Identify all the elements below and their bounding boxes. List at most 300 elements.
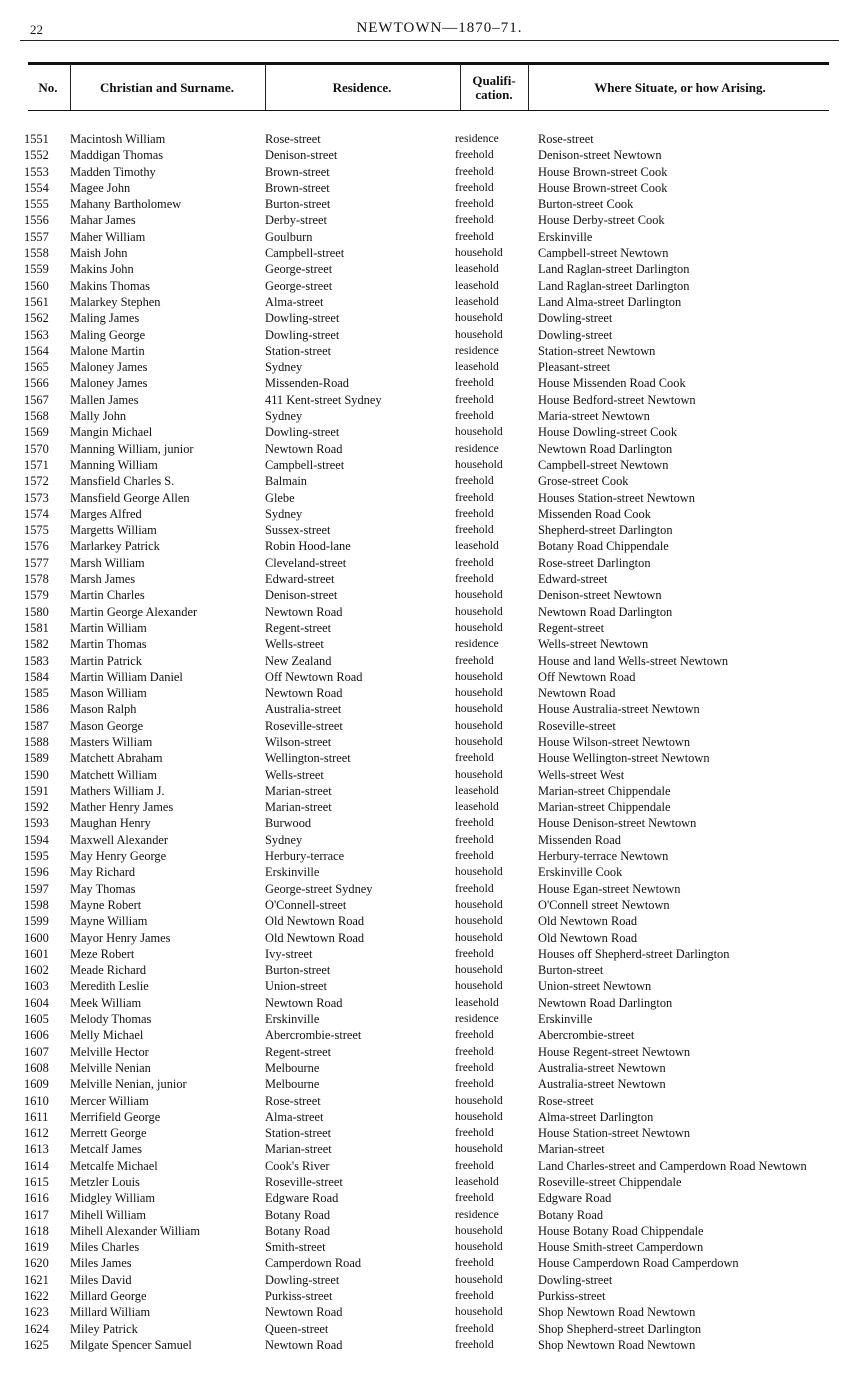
row-number: 1552 — [24, 148, 49, 163]
residence-cell: Newtown Road — [265, 686, 343, 701]
elector-name: Matchett William — [70, 767, 158, 782]
table-row — [0, 587, 859, 603]
row-number: 1603 — [24, 979, 49, 994]
where-situate-cell: Dowling-street — [538, 1272, 613, 1287]
where-situate-cell: Edward-street — [538, 572, 608, 587]
where-situate-cell: House Regent-street Newtown — [538, 1044, 691, 1059]
row-number: 1579 — [24, 588, 49, 603]
residence-cell: Brown-street — [265, 180, 330, 195]
qualification-cell: freehold — [455, 148, 494, 162]
table-row — [0, 995, 859, 1011]
row-number: 1571 — [24, 457, 49, 472]
where-situate-cell: Alma-street Darlington — [538, 1109, 654, 1124]
where-situate-cell: Union-street Newtown — [538, 979, 652, 994]
elector-name: Martin William — [70, 620, 147, 635]
qualification-cell: freehold — [455, 1289, 494, 1303]
elector-name: Mihell Alexander William — [70, 1223, 201, 1238]
row-number: 1621 — [24, 1272, 49, 1287]
row-number: 1567 — [24, 392, 49, 407]
table-row — [0, 718, 859, 734]
residence-cell: Robin Hood-lane — [265, 539, 351, 554]
residence-cell: Purkiss-street — [265, 1289, 333, 1304]
elector-name: Mansfield George Allen — [70, 490, 190, 505]
elector-name: Manning William, junior — [70, 441, 194, 456]
elector-name: May Thomas — [70, 881, 136, 896]
residence-cell: Alma-street — [265, 1109, 324, 1124]
table-row — [0, 473, 859, 489]
where-situate-cell: Shop Shepherd-street Darlington — [538, 1321, 702, 1336]
row-number: 1556 — [24, 213, 49, 228]
elector-name: May Henry George — [70, 849, 167, 864]
where-situate-cell: House Camperdown Road Camperdown — [538, 1256, 739, 1271]
table-row — [0, 1125, 859, 1141]
elector-name: Midgley William — [70, 1191, 155, 1206]
where-situate-cell: Roseville-street — [538, 718, 616, 733]
residence-cell: Goulburn — [265, 229, 313, 244]
elector-name: Mahar James — [70, 213, 136, 228]
elector-name: Mason Ralph — [70, 702, 137, 717]
row-number: 1558 — [24, 246, 49, 261]
qualification-cell: household — [455, 311, 503, 325]
row-number: 1596 — [24, 865, 49, 880]
table-row — [0, 180, 859, 196]
where-situate-cell: Missenden Road — [538, 832, 621, 847]
where-situate-cell: Dowling-street — [538, 327, 613, 342]
residence-cell: Roseville-street — [265, 718, 343, 733]
elector-name: Maher William — [70, 229, 146, 244]
qualification-cell: freehold — [455, 490, 494, 504]
table-row — [0, 164, 859, 180]
row-number: 1551 — [24, 132, 49, 146]
row-number: 1590 — [24, 767, 49, 782]
elector-name: Mally John — [70, 409, 127, 424]
elector-name: Maling George — [70, 327, 146, 342]
elector-name: Marges Alfred — [70, 506, 142, 521]
table-row — [0, 1093, 859, 1109]
elector-list — [0, 131, 859, 1353]
table-row — [0, 408, 859, 424]
row-number: 1580 — [24, 604, 49, 619]
table-row — [0, 1174, 859, 1190]
row-number: 1616 — [24, 1191, 49, 1206]
where-situate-cell: Marian-street — [538, 1142, 605, 1157]
qualification-cell: leasehold — [455, 278, 499, 292]
elector-name: Melville Hector — [70, 1044, 149, 1059]
row-number: 1586 — [24, 702, 49, 717]
row-number: 1566 — [24, 376, 49, 391]
residence-cell: Cleveland-street — [265, 555, 347, 570]
table-row — [0, 881, 859, 897]
qualification-cell: freehold — [455, 474, 494, 488]
page-number: 22 — [30, 22, 43, 37]
table-row — [0, 701, 859, 717]
table-row — [0, 1223, 859, 1239]
residence-cell: Sydney — [265, 506, 303, 521]
col-header-where: Where Situate, or how Arising. — [594, 80, 766, 95]
row-number: 1585 — [24, 686, 49, 701]
qualification-cell: household — [455, 1272, 503, 1286]
where-situate-cell: Edgware Road — [538, 1191, 612, 1206]
table-row — [0, 767, 859, 783]
residence-cell: Botany Road — [265, 1223, 331, 1238]
row-number: 1561 — [24, 294, 49, 309]
where-situate-cell: Campbell-street Newtown — [538, 457, 669, 472]
qualification-cell: household — [455, 327, 503, 341]
residence-cell: Station-street — [265, 1126, 332, 1141]
table-row — [0, 636, 859, 652]
residence-cell: Edgware Road — [265, 1191, 339, 1206]
elector-name: Melody Thomas — [70, 1012, 152, 1027]
elector-name: Metzler Louis — [70, 1175, 140, 1189]
where-situate-cell: House Bedford-street Newtown — [538, 392, 696, 407]
table-row — [0, 343, 859, 359]
table-row — [0, 734, 859, 750]
row-number: 1577 — [24, 555, 49, 570]
residence-cell: Brown-street — [265, 164, 330, 179]
qualification-cell: freehold — [455, 1126, 494, 1140]
residence-cell: Sydney — [265, 832, 303, 847]
elector-name: Makins Thomas — [70, 278, 150, 293]
qualification-cell: freehold — [455, 164, 494, 178]
qualification-cell: freehold — [455, 506, 494, 520]
qualification-cell: freehold — [455, 572, 494, 586]
elector-name: Miley Patrick — [70, 1321, 138, 1336]
row-number: 1606 — [24, 1028, 49, 1043]
table-row — [0, 538, 859, 554]
qualification-cell: household — [455, 1223, 503, 1237]
elector-name: Merrett George — [70, 1126, 147, 1141]
residence-cell: Regent-street — [265, 1044, 332, 1059]
table-row — [0, 424, 859, 440]
col-header-name: Christian and Surname. — [100, 80, 234, 95]
row-number: 1572 — [24, 474, 49, 489]
row-number: 1611 — [24, 1109, 49, 1124]
row-number: 1623 — [24, 1305, 49, 1320]
residence-cell: Abercrombie-street — [265, 1028, 362, 1043]
where-situate-cell: Newtown Road Darlington — [538, 995, 673, 1010]
elector-name: Maling James — [70, 311, 140, 326]
qualification-cell: household — [455, 734, 503, 748]
row-number: 1560 — [24, 278, 49, 293]
residence-cell: Marian-street — [265, 1142, 332, 1157]
residence-cell: Denison-street — [265, 148, 338, 163]
residence-cell: Herbury-terrace — [265, 849, 345, 864]
where-situate-cell: House Brown-street Cook — [538, 180, 668, 195]
table-row — [0, 506, 859, 522]
row-number: 1568 — [24, 409, 49, 424]
residence-cell: Dowling-street — [265, 425, 340, 440]
row-number: 1555 — [24, 197, 49, 212]
qualification-cell: freehold — [455, 409, 494, 423]
where-situate-cell: House Missenden Road Cook — [538, 376, 686, 391]
elector-name: Mihell William — [70, 1207, 147, 1222]
where-situate-cell: Shepherd-street Darlington — [538, 523, 673, 538]
where-situate-cell: House Smith-street Camperdown — [538, 1240, 704, 1255]
where-situate-cell: Missenden Road Cook — [538, 506, 651, 521]
elector-name: Metcalfe Michael — [70, 1158, 158, 1173]
table-row — [0, 848, 859, 864]
where-situate-cell: Australia-street Newtown — [538, 1077, 666, 1092]
elector-name: Mercer William — [70, 1093, 149, 1108]
row-number: 1575 — [24, 523, 49, 538]
residence-cell: 411 Kent-street Sydney — [265, 392, 382, 407]
elector-name: Malarkey Stephen — [70, 294, 161, 309]
where-situate-cell: Old Newtown Road — [538, 914, 638, 929]
table-top-rule — [28, 62, 829, 65]
where-situate-cell: Marian-street Chippendale — [538, 783, 671, 798]
table-row — [0, 571, 859, 587]
where-situate-cell: Off Newtown Road — [538, 669, 636, 684]
table-row — [0, 1337, 859, 1353]
residence-cell: Newtown Road — [265, 995, 343, 1010]
where-situate-cell: Botany Road Chippendale — [538, 539, 669, 554]
row-number: 1573 — [24, 490, 49, 505]
elector-name: Marlarkey Patrick — [70, 539, 160, 554]
qualification-cell: freehold — [455, 1077, 494, 1091]
residence-cell: Newtown Road — [265, 441, 343, 456]
row-number: 1563 — [24, 327, 49, 342]
where-situate-cell: Australia-street Newtown — [538, 1060, 666, 1075]
qualification-cell: household — [455, 588, 503, 602]
row-number: 1574 — [24, 506, 49, 521]
where-situate-cell: Erskinville Cook — [538, 865, 623, 880]
table-row — [0, 815, 859, 831]
row-number: 1583 — [24, 653, 49, 668]
qualification-cell: household — [455, 865, 503, 879]
where-situate-cell: Botany Road — [538, 1207, 604, 1222]
row-number: 1601 — [24, 946, 49, 961]
where-situate-cell: Erskinville — [538, 1012, 593, 1027]
row-number: 1608 — [24, 1060, 49, 1075]
qualification-cell: freehold — [455, 816, 494, 830]
where-situate-cell: O'Connell street Newtown — [538, 897, 670, 912]
residence-cell: Station-street — [265, 343, 332, 358]
elector-name: Madden Timothy — [70, 164, 156, 179]
residence-cell: Alma-street — [265, 294, 324, 309]
residence-cell: Australia-street — [265, 702, 342, 717]
elector-name: Martin Patrick — [70, 653, 142, 668]
qualification-cell: household — [455, 1142, 503, 1156]
residence-cell: Erskinville — [265, 865, 320, 880]
table-row — [0, 294, 859, 310]
residence-cell: New Zealand — [265, 653, 332, 668]
col-header-residence: Residence. — [332, 80, 392, 95]
page-header — [0, 18, 859, 42]
elector-name: Masters William — [70, 734, 153, 749]
table-row — [0, 1190, 859, 1206]
qualification-cell: residence — [455, 1207, 499, 1221]
elector-name: Melville Nenian, junior — [70, 1077, 187, 1092]
table-row — [0, 278, 859, 294]
qualification-cell: household — [455, 963, 503, 977]
qualification-cell: household — [455, 914, 503, 928]
table-row — [0, 392, 859, 408]
row-number: 1604 — [24, 995, 49, 1010]
residence-cell: Campbell-street — [265, 457, 345, 472]
qualification-cell: freehold — [455, 849, 494, 863]
qualification-cell: freehold — [455, 213, 494, 227]
table-row — [0, 897, 859, 913]
elector-name: Matchett Abraham — [70, 751, 163, 766]
qualification-cell: household — [455, 457, 503, 471]
residence-cell: Balmain — [265, 474, 307, 489]
residence-cell: George-street — [265, 278, 333, 293]
table-row — [0, 750, 859, 766]
qualification-cell: residence — [455, 637, 499, 651]
row-number: 1618 — [24, 1223, 49, 1238]
row-number: 1615 — [24, 1175, 49, 1189]
table-row — [0, 229, 859, 245]
elector-name: Macintosh William — [70, 132, 166, 146]
qualification-cell: freehold — [455, 229, 494, 243]
elector-name: Mahany Bartholomew — [70, 197, 182, 212]
qualification-cell: leasehold — [455, 1175, 499, 1188]
where-situate-cell: House Dowling-street Cook — [538, 425, 678, 440]
row-number: 1599 — [24, 914, 49, 929]
table-row — [0, 685, 859, 701]
row-number: 1553 — [24, 164, 49, 179]
row-number: 1610 — [24, 1093, 49, 1108]
qualification-cell: freehold — [455, 653, 494, 667]
row-number: 1557 — [24, 229, 49, 244]
table-row — [0, 1044, 859, 1060]
residence-cell: Melbourne — [265, 1060, 320, 1075]
table-row — [0, 1060, 859, 1076]
elector-name: Merrifield George — [70, 1109, 161, 1124]
elector-name: Meade Richard — [70, 963, 147, 978]
residence-cell: Off Newtown Road — [265, 669, 363, 684]
qualification-cell: household — [455, 897, 503, 911]
row-number: 1554 — [24, 180, 49, 195]
elector-name: Maddigan Thomas — [70, 148, 164, 163]
residence-cell: Union-street — [265, 979, 327, 994]
row-number: 1598 — [24, 897, 49, 912]
elector-name: Manning William — [70, 457, 158, 472]
table-row — [0, 913, 859, 929]
qualification-cell: freehold — [455, 1191, 494, 1205]
elector-name: Melly Michael — [70, 1028, 144, 1043]
table-row — [0, 604, 859, 620]
page-title: NEWTOWN—1870–71. — [356, 20, 523, 36]
where-situate-cell: Denison-street Newtown — [538, 148, 662, 163]
qualification-cell: household — [455, 1305, 503, 1319]
row-number: 1624 — [24, 1321, 49, 1336]
where-situate-cell: Wells-street Newtown — [538, 637, 649, 652]
row-number: 1570 — [24, 441, 49, 456]
table-row — [0, 261, 859, 277]
elector-name: Marsh James — [70, 572, 136, 587]
table-row — [0, 978, 859, 994]
row-number: 1587 — [24, 718, 49, 733]
qualification-cell: freehold — [455, 392, 494, 406]
residence-cell: Dowling-street — [265, 327, 340, 342]
elector-name: Mathers William J. — [70, 783, 165, 798]
table-header-rule — [28, 110, 829, 111]
where-situate-cell: Campbell-street Newtown — [538, 246, 669, 261]
elector-name: Martin Charles — [70, 588, 145, 603]
qualification-cell: freehold — [455, 1060, 494, 1074]
residence-cell: Denison-street — [265, 588, 338, 603]
residence-cell: Botany Road — [265, 1207, 331, 1222]
residence-cell: Wells-street — [265, 637, 324, 652]
where-situate-cell: Burton-street Cook — [538, 197, 634, 212]
table-row — [0, 1158, 859, 1174]
qualification-cell: household — [455, 1240, 503, 1254]
where-situate-cell: House and land Wells-street Newtown — [538, 653, 729, 668]
column-divider — [460, 64, 461, 110]
where-situate-cell: Rose-street — [538, 1093, 594, 1108]
elector-name: Mangin Michael — [70, 425, 153, 440]
elector-name: Mather Henry James — [70, 800, 174, 815]
qualification-cell: freehold — [455, 197, 494, 211]
residence-cell: Smith-street — [265, 1240, 326, 1255]
qualification-cell: household — [455, 718, 503, 732]
qualification-cell: freehold — [455, 832, 494, 846]
table-row — [0, 1255, 859, 1271]
row-number: 1578 — [24, 572, 49, 587]
residence-cell: Erskinville — [265, 1012, 320, 1027]
elector-name: Maish John — [70, 246, 128, 261]
row-number: 1613 — [24, 1142, 49, 1157]
table-row — [0, 196, 859, 212]
where-situate-cell: Rose-street Darlington — [538, 555, 651, 570]
residence-cell: Burton-street — [265, 197, 331, 212]
table-row — [0, 1272, 859, 1288]
row-number: 1600 — [24, 930, 49, 945]
table-row — [0, 245, 859, 261]
where-situate-cell: House Wellington-street Newtown — [538, 751, 710, 766]
residence-cell: Melbourne — [265, 1077, 320, 1092]
qualification-cell: household — [455, 1109, 503, 1123]
where-situate-cell: Burton-street — [538, 963, 604, 978]
residence-cell: Marian-street — [265, 783, 332, 798]
elector-name: Mallen James — [70, 392, 139, 407]
where-situate-cell: Shop Newtown Road Newtown — [538, 1337, 696, 1352]
elector-name: Mayne William — [70, 914, 148, 929]
row-number: 1620 — [24, 1256, 49, 1271]
where-situate-cell: Land Charles-street and Camperdown Road Newtown — [538, 1158, 807, 1173]
elector-name: Meze Robert — [70, 946, 135, 961]
row-number: 1589 — [24, 751, 49, 766]
table-row — [0, 653, 859, 669]
residence-cell: Derby-street — [265, 213, 327, 228]
residence-cell: Queen-street — [265, 1321, 329, 1336]
table-row — [0, 555, 859, 571]
table-row — [0, 522, 859, 538]
qualification-cell: freehold — [455, 180, 494, 194]
residence-cell: Marian-street — [265, 800, 332, 815]
row-number: 1559 — [24, 262, 49, 277]
elector-name: Maloney James — [70, 376, 148, 391]
qualification-cell: household — [455, 1093, 503, 1107]
residence-cell: Wellington-street — [265, 751, 351, 766]
elector-name: Melville Nenian — [70, 1060, 151, 1075]
table-row — [0, 1141, 859, 1157]
elector-name: Magee John — [70, 180, 131, 195]
residence-cell: Burton-street — [265, 963, 331, 978]
table-row — [0, 310, 859, 326]
residence-cell: Rose-street — [265, 132, 321, 146]
row-number: 1602 — [24, 963, 49, 978]
row-number: 1622 — [24, 1289, 49, 1304]
qualification-cell: freehold — [455, 1028, 494, 1042]
table-row — [0, 490, 859, 506]
qualification-cell: freehold — [455, 555, 494, 569]
qualification-cell: leasehold — [455, 995, 499, 1009]
where-situate-cell: Wells-street West — [538, 767, 625, 782]
qualification-cell: household — [455, 425, 503, 439]
table-row — [0, 327, 859, 343]
